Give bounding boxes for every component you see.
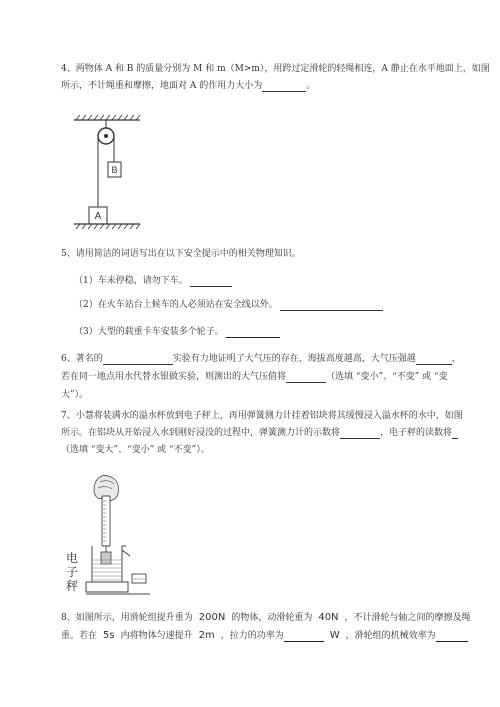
q7-blank1[interactable] <box>340 428 380 439</box>
q6-line2-a: 若在同一地点用水代替水银做实验，则测出的大气压值将 <box>61 372 287 382</box>
electronic-scale <box>86 582 128 592</box>
q4-line2-text: 所示，不计绳重和摩擦，地面对 A 的作用力大小为 <box>61 81 263 91</box>
q7-line2-a: 所示。在铝块从开始浸入水到刚好浸没的过程中，弹簧测力计的示数将 <box>61 428 341 438</box>
q5-sub2-blank[interactable] <box>280 300 383 311</box>
q6-line3: 大”）。 <box>61 390 89 400</box>
q6-line2 <box>61 371 448 383</box>
block-a-label: A <box>94 211 102 222</box>
q5-sub3-text: （3）大型的载重卡车安装多个轮子。 <box>74 327 224 337</box>
pulley-diagram <box>72 114 142 229</box>
q4-line2-end: 。 <box>306 81 316 91</box>
q8-line1 <box>61 612 471 624</box>
aluminum-block <box>101 552 111 564</box>
spring-scale-diagram <box>64 470 152 598</box>
scale-label-3: 秤 <box>66 579 79 593</box>
q8-line2-b: 内将物体匀速提升 <box>120 631 193 641</box>
q6-blank3[interactable] <box>286 372 326 383</box>
q8-line2-c: ，拉力的功率为 <box>220 631 284 641</box>
q6-line1-b: 实验有力地证明了大气压的存在，海拔高度越高，大气压强越 <box>172 354 416 364</box>
q8-line2-d: ，滑轮组的机械效率为 <box>345 631 436 641</box>
q8-line1-b: 的物体，动滑轮重为 <box>231 613 313 623</box>
q8-height: 2m <box>198 630 215 641</box>
q8-line1-c: ，不计滑轮与轴之间的摩擦及绳 <box>344 613 471 623</box>
scale-label-2: 子 <box>66 565 79 579</box>
q5-sub2 <box>74 299 383 311</box>
q7-line3: （选填 “变大”、“变小” 或 “不变”）。 <box>61 445 210 455</box>
q5-title: 5、请用简洁的词语写出在以下安全提示中的相关物理知识。 <box>61 249 301 259</box>
q8-line1-a: 8、如图所示，用滑轮组提升重为 <box>61 613 193 623</box>
q6-line1-c: ， <box>451 354 461 364</box>
q7-line1: 7、小慧将装满水的溢水杯放到电子秤上，再用弹簧测力计挂着铝块将其缓慢浸入溢水杯的水中，如图 <box>61 411 463 421</box>
q6-blank2[interactable] <box>416 354 452 365</box>
q7-line2 <box>61 427 458 439</box>
q8-efficiency-blank[interactable] <box>436 631 468 642</box>
q5-sub3 <box>74 326 280 338</box>
q6-line1-a: 6、著名的 <box>61 354 103 364</box>
q8-line2-a: 重。若在 <box>61 631 98 641</box>
q6-blank1[interactable] <box>103 354 173 365</box>
q4-answer-blank[interactable] <box>262 81 306 92</box>
q5-sub3-blank[interactable] <box>226 327 280 338</box>
q6-line1 <box>61 353 461 365</box>
scale-label-1: 电 <box>66 551 79 565</box>
q4-line1: 4、两物体 A 和 B 的质量分别为 M 和 m（M>m），用跨过定滑轮的轻绳相连，A 静止在水平地面上，如图 <box>61 64 490 74</box>
q8-line2 <box>61 630 468 642</box>
small-beaker <box>132 574 146 583</box>
q6-line2-b: （选填 “变小”、“不变” 或 “变 <box>326 372 448 382</box>
q5-sub2-text: （2）在火车站台上候车的人必须站在安全线以外。 <box>74 300 278 310</box>
q5-sub1-blank[interactable] <box>190 276 232 287</box>
q4-line2 <box>61 80 315 92</box>
q5-sub1-text: （1）车未停稳，请勿下车。 <box>74 276 188 286</box>
q8-power-blank[interactable] <box>284 631 324 642</box>
q8-weight: 200N <box>198 612 226 623</box>
q5-sub1 <box>74 275 232 287</box>
q7-blank2[interactable] <box>452 428 458 439</box>
q8-pulley-weight: 40N <box>318 612 339 623</box>
block-b-label: B <box>111 165 118 175</box>
q8-unit-w: W <box>329 630 340 641</box>
q7-line2-b: ，电子秤的读数将 <box>380 428 453 438</box>
q8-time: 5s <box>103 630 115 641</box>
